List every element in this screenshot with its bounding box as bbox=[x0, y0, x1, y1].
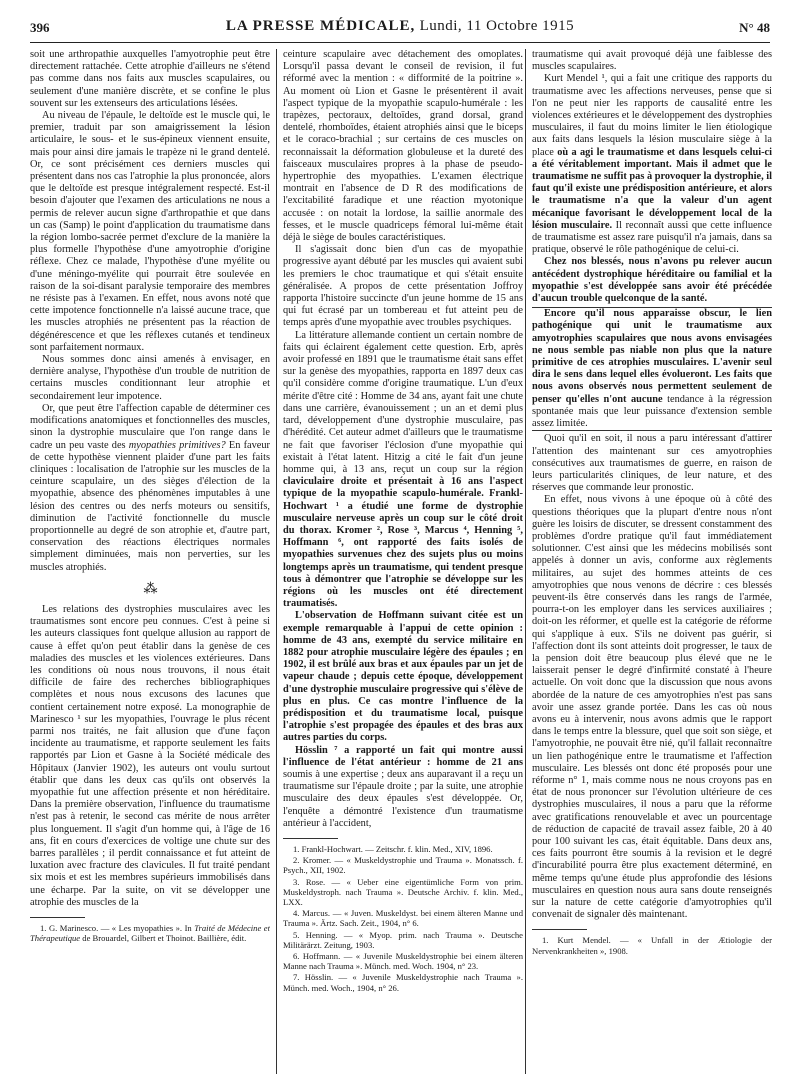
footnote: 2. Kromer. — « Muskeldystrophie und Trauma ». Monatssch. f. Psych., XII, 1902. bbox=[283, 855, 523, 876]
bold-text: claviculaire droite et présentait à 16 ans l'aspect typique de la myopathie scapulo-humérale. Frankl-Hochwart ¹ a étudié une forme de dystrophie musculaire nerveuse après un coup sur le côté droit du thorax. Kromer ², Rose ³, Marcus ⁴, Henning ⁵, Hoffmann ⁶, ont rapporté des faits isolés de myopathies survenues chez des sujets plus ou moins longtemps après un traumatisme, qui tendent presque tous à démontrer que l'atrophie se développe sur les régions où les muscles ont été directement traumatisés. bbox=[283, 476, 523, 610]
column-2 bbox=[283, 49, 523, 1069]
paragraph: ceinture scapulaire avec détachement des omoplates. Lorsqu'il passa devant le conseil de revision, il fut réformé avec la mention : « difformité de la poitrine ». Au moment où Lion et Gasne le présentèrent il avait l'aspect typique de la myopathie scapulo-humérale : les trapèzes, pectoraux, deltoïdes, grand dorsal, grand dentelé, rhomboïdes, étaient atrophiés ainsi que le biceps et le coraco-brachial ; sur certains de ces muscles on reconnaissait la déformation globuleuse et la dureté des faisceaux musculaires propres à la phase de pseudo-hypertrophie des myopathies. L'examen électrique montrait en l'absence de D R des modifications de l'excitabilité faradique et une réaction myotonique accusée : on notait la lordose, la saillie anormale des fesses, et le muscle quadriceps fémoral lui-même était déjà le siège de boules caractéristiques. bbox=[283, 49, 523, 244]
paragraph: soit une arthropathie auxquelles l'amyotrophie peut être directement rattachée. Cette atrophie d'ailleurs ne s'étend pas comme dans nos faits aux muscles scapulaires, ou seulement d'une manière discrète, et se confine le plus souvent sur les extenseurs des articulations lésées. bbox=[30, 49, 270, 109]
paragraph bbox=[283, 330, 523, 611]
issue-number: N° 48 bbox=[739, 20, 770, 35]
issue-date: Lundi, 11 Octobre 1915 bbox=[419, 18, 575, 34]
footnote: 3. Rose. — « Ueber eine eigentümliche Form von prim. Muskeldystroph. nach Trauma ». Deutsche Archiv. f. klin. Med., LXX. bbox=[283, 876, 523, 908]
text-run: Il reconnaît aussi que cette influence de traumatisme est assez rare puisqu'il n'a jamais, dans sa pratique, observé le rôle pathogénique de celui-ci. bbox=[532, 219, 772, 256]
footnote: 4. Marcus. — « Juven. Muskeldyst. bei einem älteren Manne und Trauma ». Ärtz. Sach. Zeit., 1904, n° 6. bbox=[283, 908, 523, 929]
bold-text: Hösslin ⁷ a rapporté un fait qui montre aussi l'influence de l'état antérieur : homme de 21 ans bbox=[283, 744, 523, 768]
paragraph: Nous sommes donc ainsi amenés à envisager, en dernière analyse, l'hypothèse d'un trouble de nutrition de certains muscles conditionnant leur atrophie et secondairement leur impotence. bbox=[30, 354, 270, 402]
paragraph bbox=[532, 308, 772, 430]
footnote-rule bbox=[283, 838, 338, 839]
paragraph bbox=[532, 73, 772, 256]
text-run: En faveur de cette hypothèse viennent plaider d'une part les faits cliniques : localisation de l'atrophie sur les muscles de la ceinture scapulaire, un des sièges d'élection de la myopathie, absence des phénomènes imputables à une lésion des centres ou des nerfs moteurs ou sensitifs, diminution de l'activité fonctionnelle du muscle proportionnelle au degré de son atrophie et, d'autre part, conservation des réactions électriques normales simplement diminuées, mais non perverties, sur les muscles atrophiés. bbox=[30, 439, 270, 573]
text-run: Kurt Mendel ¹, qui a fait une critique des rapports du traumatisme avec les affections nerveuses, pense que si l'on ne peut nier les rapports de causalité entre les violences extérieures et le développement des dystrophies musculaires, il faut du moins limiter le lien étiologique aux faits dans lesquels la lésion musculaire siège à la place bbox=[532, 73, 772, 158]
footnote: 5. Henning. — « Myop. prim. nach Trauma ». Deutsche Militärärzt. Zeitung, 1903. bbox=[283, 929, 523, 950]
paragraph bbox=[283, 745, 523, 830]
column-3 bbox=[532, 49, 772, 1069]
column-divider bbox=[525, 49, 526, 1074]
running-title bbox=[30, 18, 770, 35]
italic-title: Traité de Médecine et Thérapeutique bbox=[30, 923, 270, 944]
text-run: de Brouardel, Gilbert et Thoinot. Baillière, édit. bbox=[80, 933, 247, 944]
paragraph: L'observation de Hoffmann suivant citée est un exemple remarquable à l'appui de cette opinion : homme de 43 ans, exempté du service militaire en 1882 pour atrophie musculaire légère des épaules ; en 1902, il est brûlé aux bras et aux épaules par un jet de vapeur chaude ; depuis cette époque, développement d'une dystrophie musculaire progressive qui s'élève de plus en plus. Ce cas montre l'influence de la prédisposition et du traumatisme local, puisque l'atrophie s'est propagée des épaules et des bras aux autres parties du corps. bbox=[283, 610, 523, 744]
highlighted-block bbox=[532, 307, 772, 431]
column-divider bbox=[276, 49, 277, 1074]
footnote-rule bbox=[30, 917, 85, 918]
header-rule bbox=[30, 42, 770, 43]
footnote: 1. Kurt Mendel. — « Unfall in der Ætiologie der Nervenkrankheiten », 1908. bbox=[532, 935, 772, 956]
paragraph: Il s'agissait donc bien d'un cas de myopathie progressive ayant débuté par les muscles qui avaient subi les premiers le choc traumatique et qui s'était ensuite généralisée. A propos de cette présentation Joffroy rapporta l'histoire succincte d'un jeune homme de 15 ans qui fut écrasé par un tombereau et fut atteint peu de temps après d'une myopathie avec troubles psychiques. bbox=[283, 244, 523, 329]
text-run: 1. G. Marinesco. — « Les myopathies ». In bbox=[40, 923, 195, 934]
footnote: 7. Hösslin. — « Juvenile Muskeldystrophie nach Trauma ». Münch. med. Woch., 1904, n° 26. bbox=[283, 972, 523, 993]
paragraph: Chez nos blessés, nous n'avons pu relever aucun antécédent dystrophique héréditaire ou familial et la myopathie s'est développée sans avoir été précédée d'aucun trouble quelconque de la santé. bbox=[532, 256, 772, 305]
paragraph: traumatisme qui avait provoqué déjà une faiblesse des muscles scapulaires. bbox=[532, 49, 772, 73]
page-header bbox=[30, 18, 770, 40]
page-number: 396 bbox=[30, 20, 50, 35]
footnote bbox=[30, 923, 270, 943]
footnote-rule bbox=[532, 929, 587, 930]
journal-name: LA PRESSE MÉDICALE, bbox=[225, 18, 416, 34]
text-run: tendance à la régression spontanée mais que leur puissance d'extension semble assez limitée. bbox=[532, 393, 772, 430]
text-run: soumis à une expertise ; deux ans auparavant il a reçu un traumatisme sur l'épaule droite ; par la suite, une atrophie musculaire des deux épaules s'est développée. Or, l'enquête a démontré l'existence d'un traumatisme antérieur à l'accident, bbox=[283, 768, 523, 829]
paragraph: Quoi qu'il en soit, il nous a paru intéressant d'attirer l'attention des maintenant sur ces amyotrophies consécutives aux traumatismes de guerre, en raison de leurs particularités cliniques, de leur nature, et des réserves que commande leur pronostic. bbox=[532, 433, 772, 494]
text-run: Or, que peut être l'affection capable de déterminer ces modifications anatomiques et fonctionnelles des muscles, sinon la dystrophie musculaire que l'on range dans le cadre un peu vaste des bbox=[30, 402, 270, 451]
bold-text: où a agi le traumatisme et dans lesquels celui-ci a été véritablement important. Mais il admet que le traumatisme ne suffit pas à provoquer la dystrophie, il faut qu'il existe une prédisposition antérieure, et alors le traumatisme n'a que la valeur d'un agent mécanique favorisant le développement local de la lésion musculaire. bbox=[532, 146, 772, 231]
paragraph: En effet, nous vivons à une époque où à côté des questions théoriques que la plupart d'entre nous n'ont guère les loisirs de discuter, se dressent constamment des problèmes d'ordre pratique qu'il faut immédiatement solutionner. C'est ainsi que les médecins mobilisés sont appelés à donner un avis, conforme aux règlements militaires, au sujet des hommes atteints de ces amyotrophies que nous venons de décrire : ces blessés peuvent-ils être conservés dans les rangs de l'armée, pourra-t-on les employer dans les services auxiliaires ; doit-on les réformer, et quelle est la catégorie de réforme qui s'applique à eux. S'ils ne doivent pas guérir, si l'affection dont ils sont atteints doit progresser, le taux de la pension doit être beaucoup plus élevé que ne le laisserait penser le degré d'infirmité constaté à l'heure actuelle. On voit donc que la discussion que nous avons abordée de la nature de ces amyotrophies n'est pas sans avoir une assez grande portée. Dans les cas où nous avons eu à intervenir, nous avons admis que le rapport dans le temps entre la blessure, quel que soit son siège, et l'amyotrophie, ne pouvait être nié, qu'il fallait reconnaître un lien pathogénique entre le traumatisme et l'affection musculaire. Les blessés ont donc été proposés pour une réforme n° 1, mais comme nous ne nous croyons pas en état de nous prononcer sur l'évolution ultérieure de ces dystrophies musculaires, il nous a paru que la réforme avec gratifications renouvelable et avec un pourcentage de réduction de capacité de travail assez faible, 20 à 40 pour 100 suivant les cas, était équitable. Dans deux ans, ces faits pourront être soumis à la revision et le degré d'incurabilité pourra être plus exactement déterminé, en même temps qu'une étude plus approfondie des lésions musculaires en question nous aura sans doute renseignés sur la nature de cette catégorie d'amyotrophies qu'il convenait de signaler dès maintenant. bbox=[532, 494, 772, 921]
column-1 bbox=[30, 49, 270, 1069]
text-run: La littérature allemande contient un certain nombre de faits qui éclairent également cette question. Erb, après avoir professé en 1891 que le traumatisme était sans effet sur la genèse des myopathies, rapporta en 1897 deux cas qu'il considère comme d'origine traumatique. L'un d'eux mérite d'être cité : Homme de 34 ans, ayant fait une chute dans une carrière, évanouissement ; un an et demi plus tard, développement d'une dystrophie musculaire, pas d'hérédité. Cet auteur admet d'ailleurs que le traumatisme ne fait que favoriser l'éclosion d'une myopathie qui existait à l'état latent. Hitzig a cité le fait d'un jeune homme qui, à 13 ans, reçut un coup sur la région bbox=[283, 329, 523, 475]
paragraph: Les relations des dystrophies musculaires avec les traumatismes sont encore peu connues. C'est à peine si les auteurs classiques font quelque allusion au rapport de cause à effet qu'on peut établir dans la genèse de ces maladies des muscles et les violences extérieures. Dans les conditions où nous nous trouvons, il nous était difficile de faire des recherches bibliographiques complètes et nous nous excusons des lacunes que contient certainement notre exposé. La monographie de Marinesco ¹ sur les myopathies, l'ouvrage le plus récent parmi nos traités, ne fait allusion que d'une façon incidente au traumatisme, et rapporte seulement les faits rapportés par Lion et Gasne à la Société médicale des Hôpitaux (Janvier 1902), les auteurs ont voulu surtout établir que dans les deux cas qu'ils ont observés la myopathie fut une affection présente et non héréditaire. Dans la première observation, l'influence du traumatisme n'est pas à retenir, le second cas mérite de nous arrêter plus longuement. Il s'agit d'un homme qui, à l'âge de 16 ans, fit en cours d'exercices de voltige une chute sur des barres parallèles ; il perdit connaissance et fut atteint de luxation avec fracture des clavicules. Il fut traité pendant six mois et est les membres supérieurs immobilisés dans une écharpe. Par la suite, on vit se développer une atrophie des muscles de la bbox=[30, 603, 270, 908]
bold-text: Encore qu'il nous apparaisse obscur, le lien pathogénique qui unit le traumatisme aux amyotrophies scapulaires que nous avons envisagées ne nous semble pas niable non plus que la nature primitive de ces atrophies musculaires. L'avenir seul dira le sens dans lequel elles évolueront. Les faits que nous avons observés nous permettent seulement de penser qu'elles n'ont aucune bbox=[532, 308, 772, 405]
paragraph bbox=[30, 403, 270, 574]
paragraph: Au niveau de l'épaule, le deltoïde est le muscle qui, le premier, traduit par son amaigrissement la lésion articulaire, le sous- et le sus-épineux viennent ensuite, mais pour ainsi dire jamais le trapèze ni le grand dentelé. Or, ce sont précisément ces derniers muscles qui présentent dans nos cas l'atrophie la plus prononcée, alors que le deltoïde est presque intégralement respecté. Est-il besoin d'ajouter que l'examen des articulations ne nous a permis de relever aucun signe d'arthropathie et que dans un cas (Samp) le point d'application du traumatisme dans la région lombo-sacrée permet d'exclure de la manière la plus formelle l'hypothèse d'une amyotrophie d'origine réflexe. Chez ce malade, l'hypothèse d'une myélite ou d'une méningo-myélite qui pourrait être soulevée en raison de la soi-disant paralysie temporaire des membres ne résiste pas à l'examen. En effet, nous avons noté que cette impotence fonctionnelle n'a laissé aucune trace, que les muscles atrophiés ne présentent pas la réaction de dégénérescence et que les réflexes cutanés et tendineux sont parfaitement normaux. bbox=[30, 110, 270, 353]
footnote: 1. Frankl-Hochwart. — Zeitschr. f. klin. Med., XIV, 1896. bbox=[293, 844, 493, 854]
footnote: 6. Hoffmann. — « Juvenile Muskeldystrophie bei einem älteren Manne nach Trauma ». Münch. med. Woch. 1904, n° 23. bbox=[283, 951, 523, 972]
section-separator: ⁂ bbox=[143, 581, 157, 597]
italic-term: myopathies primitives? bbox=[128, 439, 226, 451]
